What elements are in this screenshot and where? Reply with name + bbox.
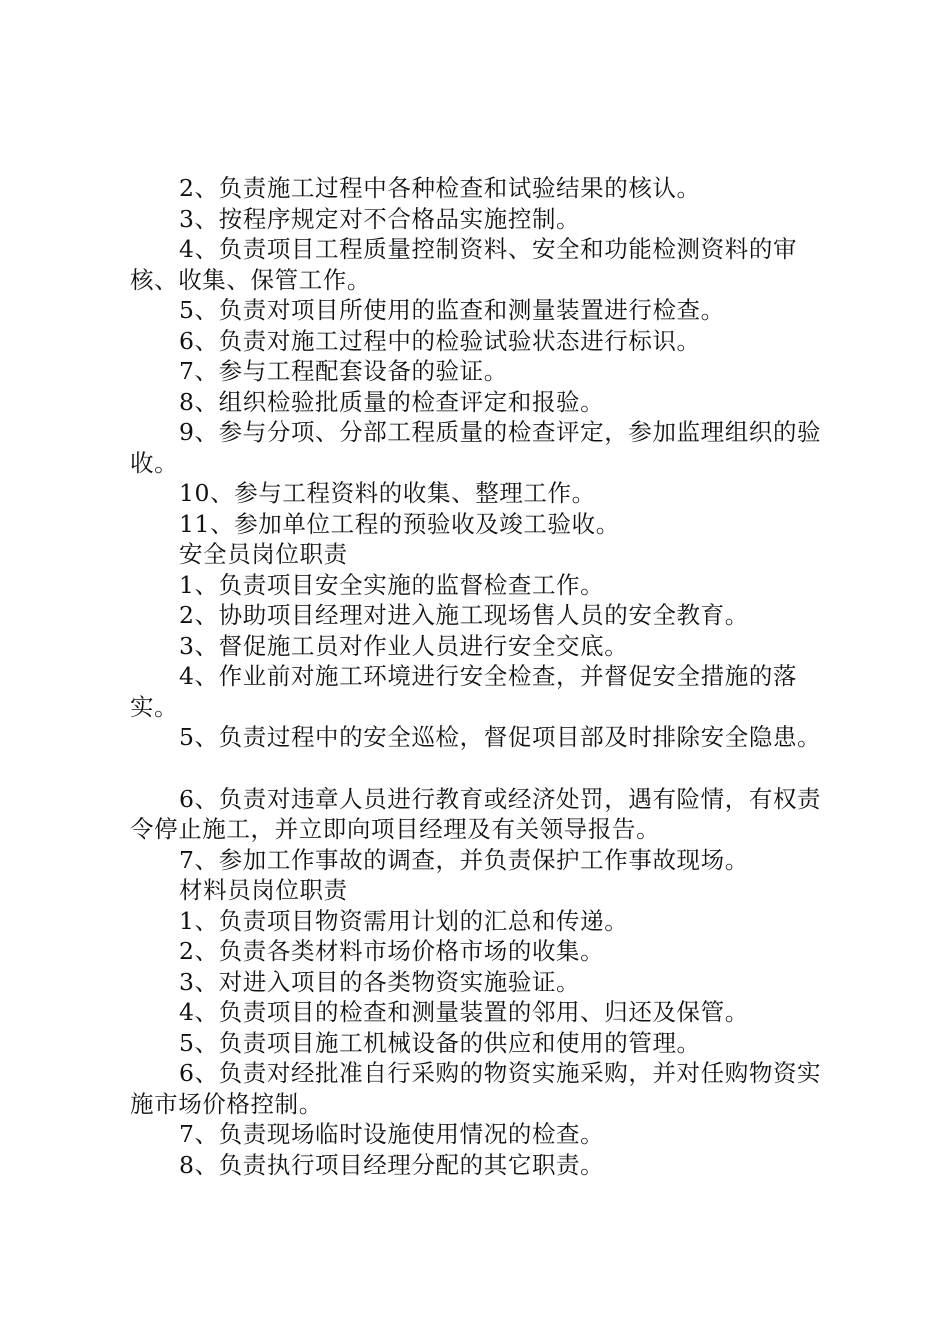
paragraph: 7、负责现场临时设施使用情况的检查。	[179, 1120, 605, 1148]
section-heading: 安全员岗位职责	[179, 540, 348, 568]
paragraph: 6、负责对经批准自行采购的物资实施采购，并对任购物资实施市场价格控制。	[130, 1059, 822, 1118]
section-heading: 材料员岗位职责	[179, 876, 348, 904]
paragraph: 5、负责对项目所使用的监查和测量装置进行检查。	[179, 296, 725, 324]
paragraph: 11、参加单位工程的预验收及竣工验收。	[179, 509, 620, 538]
paragraph: 2、负责施工过程中各种检查和试验结果的核认。	[179, 174, 701, 202]
paragraph: 4、负责项目的检查和测量装置的邻用、归还及保管。	[179, 998, 749, 1026]
paragraph: 1、负责项目安全实施的监督检查工作。	[179, 570, 605, 599]
paragraph: 8、组织检验批质量的检查评定和报验。	[179, 387, 605, 416]
paragraph: 4、负责项目工程质量控制资料、安全和功能检测资料的审核、收集、保管工作。	[130, 235, 798, 294]
paragraph: 9、参与分项、分部工程质量的检查评定，参加监理组织的验收。	[130, 418, 822, 477]
paragraph: 5、负责项目施工机械设备的供应和使用的管理。	[179, 1028, 701, 1057]
paragraph: 8、负责执行项目经理分配的其它职责。	[179, 1150, 605, 1179]
paragraph: 6、负责对施工过程中的检验试验状态进行标识。	[179, 326, 701, 355]
paragraph: 3、督促施工员对作业人员进行安全交底。	[179, 631, 629, 660]
paragraph: 6、负责对违章人员进行教育或经济处罚，遇有险情，有权责令停止施工，并立即向项目经理及有关领导报告。	[130, 784, 822, 843]
blank-line	[130, 753, 832, 784]
paragraph: 2、负责各类材料市场价格市场的收集。	[179, 937, 605, 965]
paragraph: 1、负责项目物资需用计划的汇总和传递。	[179, 906, 629, 935]
paragraph: 5、负责过程中的安全巡检，督促项目部及时排除安全隐患。	[179, 723, 822, 751]
paragraph: 10、参与工程资料的收集、整理工作。	[179, 479, 596, 507]
paragraph: 7、参加工作事故的调查，并负责保护工作事故现场。	[179, 845, 749, 874]
paragraph: 7、参与工程配套设备的验证。	[179, 357, 508, 385]
paragraph: 3、对进入项目的各类物资实施验证。	[179, 967, 581, 996]
paragraph: 2、协助项目经理对进入施工现场售人员的安全教育。	[179, 601, 749, 629]
document-body	[130, 173, 832, 1180]
paragraph: 4、作业前对施工环境进行安全检查，并督促安全措施的落实。	[130, 662, 798, 721]
paragraph: 3、按程序规定对不合格品实施控制。	[179, 204, 581, 233]
